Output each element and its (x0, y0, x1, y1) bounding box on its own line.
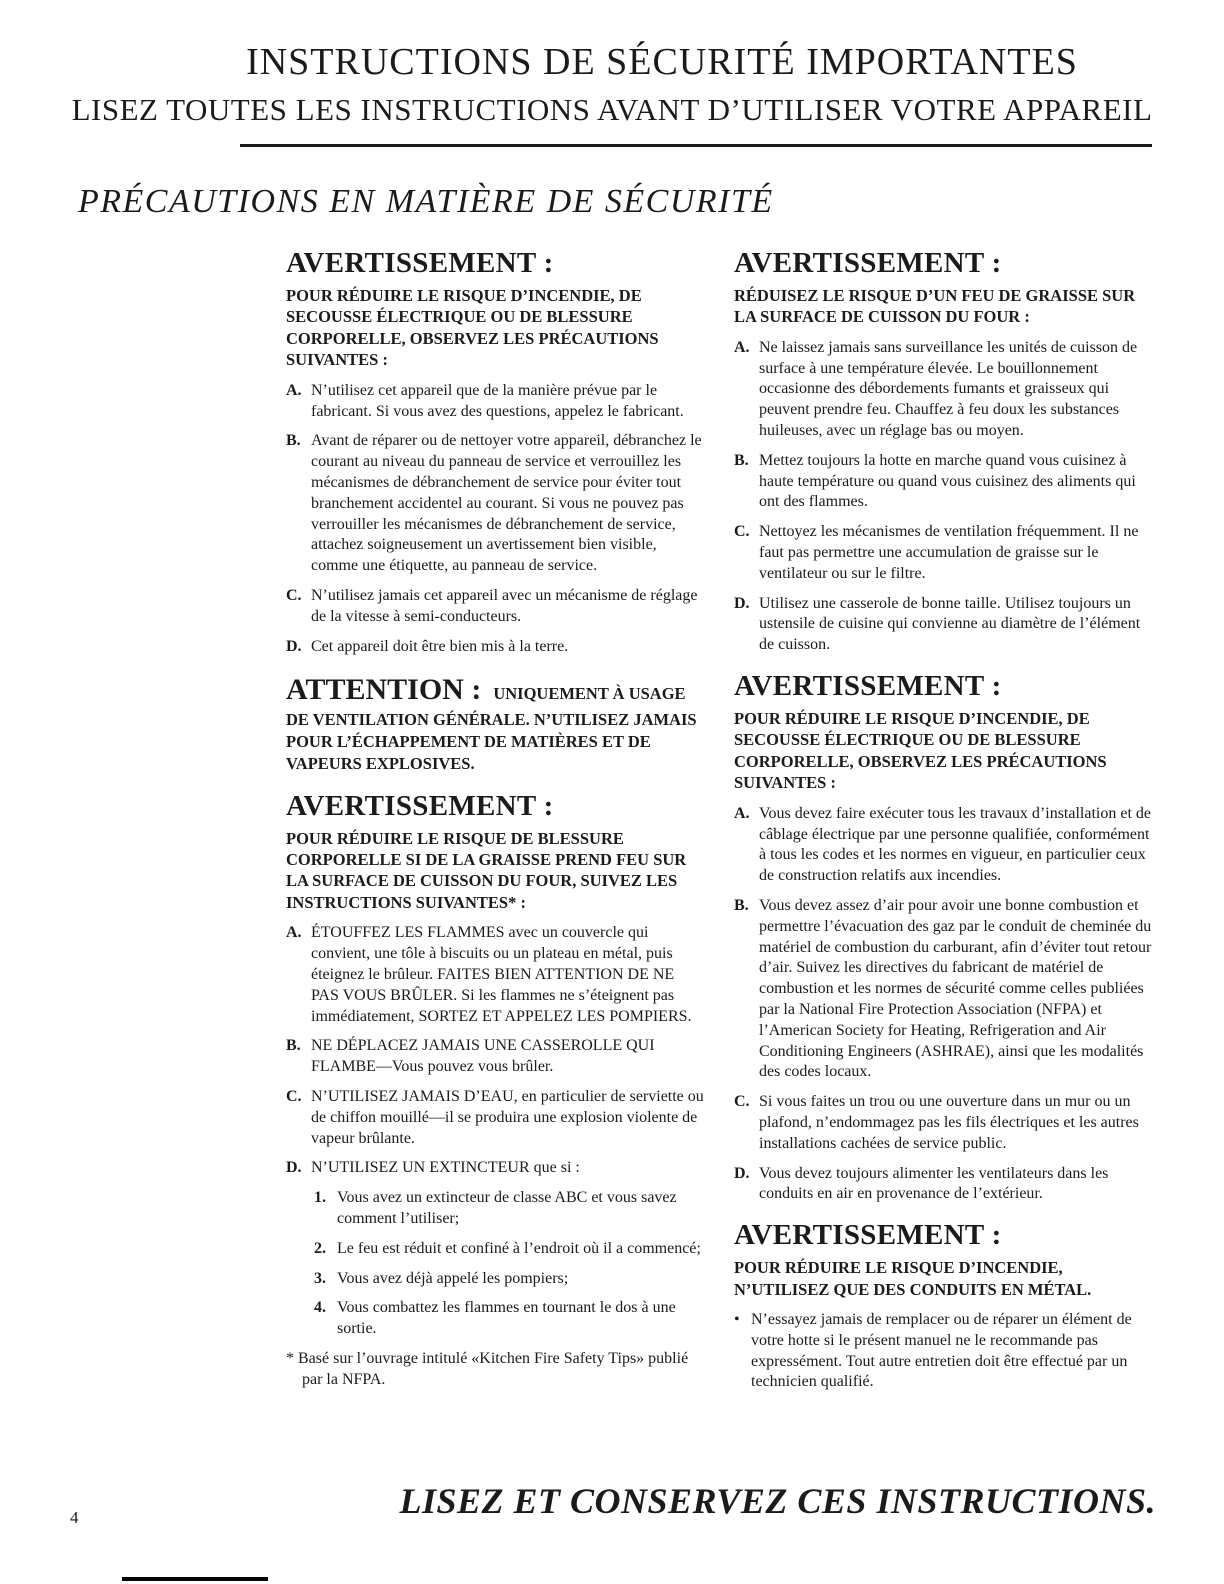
warning-heading: AVERTISSEMENT : (734, 670, 1002, 703)
warning-block-metal-ducts (734, 1219, 1154, 1393)
content-columns (286, 247, 1154, 1393)
sublist-item (314, 1188, 706, 1230)
list-item (286, 431, 706, 577)
item-text: Vous devez assez d’air pour avoir une bonne combustion et permettre l’évacuation des gaz par le conduit de cheminée du matériel de combustion du carburant, afin d’éviter tout retour d’air. Suivez les directives du fabricant de matériel de combustion et les normes de sécurité comme celles publiées par la National Fire Protection Association (NFPA) et l’American Society for Heating, Refrigeration and Air Conditioning Engineers (ASHRAE), ainsi que les modalités des codes locaux. (759, 896, 1152, 1081)
section-title: PRÉCAUTIONS EN MATIÈRE DE SÉCURITÉ (78, 183, 774, 220)
item-label: D. (734, 594, 750, 612)
bullet-item (734, 1310, 1154, 1393)
warning-intro: POUR RÉDUIRE LE RISQUE D’INCENDIE, DE SECOUSSE ÉLECTRIQUE OU DE BLESSURE CORPORELLE, OBSERVEZ LES PRÉCAUTIONS SUIVANTES : (734, 709, 1107, 793)
item-text: N’UTILISEZ JAMAIS D’EAU, en particulier de serviette ou de chiffon mouillé—il se produira une explosion violente de vapeur brûlante. (311, 1087, 704, 1147)
list-item (734, 1164, 1154, 1206)
warning-heading: AVERTISSEMENT : (286, 247, 554, 279)
item-label: C. (286, 586, 302, 604)
item-label: D. (286, 637, 302, 655)
document-title: INSTRUCTIONS DE SÉCURITÉ IMPORTANTES (246, 41, 1078, 83)
item-text: Vous combattez les flammes en tournant le dos à une sortie. (337, 1299, 676, 1338)
item-text: Avant de réparer ou de nettoyer votre appareil, débranchez le courant au niveau du panneau de service et verrouillez les mécanismes de débranchement de service pour éviter tout branchement accidentel au courant. Si vous ne pouvez pas verrouiller les mécanismes de débranchement de service, attachez soigneusement un avertissement bien visible, comme une étiquette, au panneau de service. (311, 432, 702, 575)
item-label: D. (734, 1164, 750, 1182)
item-text: ÉTOUFFEZ LES FLAMMES avec un couvercle qui convient, une tôle à biscuits ou un plateau en métal, puis éteignez le brûleur. FAITES BIEN ATTENTION DE NE PAS VOUS BRÛLER. Si les flammes ne s’éteignent pas immédiatement, SORTEZ ET APPELEZ LES POMPIERS. (311, 924, 692, 1025)
item-label: 3. (314, 1269, 326, 1287)
document-subtitle: LISEZ TOUTES LES INSTRUCTIONS AVANT D’UTILISER VOTRE APPAREIL (71, 92, 1153, 127)
warning-heading: AVERTISSEMENT : (286, 789, 554, 822)
warning-heading: AVERTISSEMENT : (734, 1219, 1002, 1252)
list-item (286, 1158, 706, 1179)
attention-paragraph (286, 671, 706, 775)
item-label: A. (286, 381, 302, 399)
warning-intro: POUR RÉDUIRE LE RISQUE D’INCENDIE, N’UTILISEZ QUE DES CONDUITS EN MÉTAL. (734, 1258, 1092, 1299)
footer-instruction: LISEZ ET CONSERVEZ CES INSTRUCTIONS. (399, 1481, 1156, 1521)
list-item (734, 896, 1154, 1083)
attention-heading: ATTENTION : (286, 673, 482, 707)
attention-block (286, 671, 706, 775)
warning-intro: POUR RÉDUIRE LE RISQUE D’INCENDIE, DE SECOUSSE ÉLECTRIQUE OU DE BLESSURE CORPORELLE, OBSERVEZ LES PRÉCAUTIONS SUIVANTES : (286, 286, 659, 370)
item-text: Si vous faites un trou ou une ouverture dans un mur ou un plafond, n’endommagez pas les fils électriques et les autres installations cachées de service public. (759, 1093, 1139, 1152)
list-item (286, 923, 706, 1027)
bullet-icon: • (734, 1311, 740, 1328)
sublist-item (314, 1298, 706, 1340)
warning-heading: AVERTISSEMENT : (734, 247, 1002, 279)
warning-intro: RÉDUISEZ LE RISQUE D’UN FEU DE GRAISSE SUR LA SURFACE DE CUISSON DU FOUR : (734, 286, 1136, 327)
list-item (286, 1087, 706, 1149)
warning-intro: POUR RÉDUIRE LE RISQUE DE BLESSURE CORPORELLE SI DE LA GRAISSE PREND FEU SUR LA SURFACE DE CUISSON DU FOUR, SUIVEZ LES INSTRUCTIONS SUIVANTES* : (286, 828, 687, 912)
item-label: C. (286, 1087, 302, 1105)
list-item (734, 522, 1154, 584)
warning-block-fire-shock (286, 247, 706, 657)
item-text: Le feu est réduit et confiné à l’endroit où il a commencé; (337, 1239, 701, 1257)
item-label: A. (286, 924, 302, 942)
item-text: N’UTILISEZ UN EXTINCTEUR que si : (311, 1159, 580, 1177)
item-text: Ne laissez jamais sans surveillance les unités de cuisson de surface à une température élevée. Le bouillonnement occasionne des débordements fumants et graisseux qui peuvent prendre feu. Chauffez à feu doux les substances huileuses, avec un réglage bas ou moyen. (759, 338, 1138, 440)
item-text: Vous avez déjà appelé les pompiers; (337, 1269, 569, 1287)
page-header (0, 0, 1224, 147)
item-text: Nettoyez les mécanismes de ventilation fréquemment. Il ne faut pas permettre une accumulation de graisse sur le ventilateur ou sur le filtre. (759, 523, 1139, 582)
item-text: N’essayez jamais de remplacer ou de réparer un élément de votre hotte si le présent manuel ne le recommande pas expressément. Tout autre entretien doit être effectué par un technicien qualifié. (751, 1311, 1132, 1391)
warning-block-grease-burn (286, 790, 706, 1391)
item-text: Utilisez une casserole de bonne taille. Utilisez toujours un ustensile de cuisine qui convienne au diamètre de l’élément de cuisson. (759, 594, 1141, 654)
item-label: A. (734, 338, 750, 356)
list-item (734, 594, 1154, 656)
sublist-item (314, 1269, 706, 1290)
nfpa-footnote: * Basé sur l’ouvrage intitulé «Kitchen Fire Safety Tips» publié par la NFPA. (286, 1349, 689, 1388)
item-label: B. (286, 1037, 301, 1055)
item-text: NE DÉPLACEZ JAMAIS UNE CASSEROLLE QUI FLAMBE—Vous pouvez vous brûler. (311, 1037, 655, 1076)
list-item (286, 586, 706, 628)
item-label: C. (734, 523, 750, 541)
header-divider (240, 144, 1152, 147)
item-text: N’utilisez jamais cet appareil avec un mécanisme de réglage de la vitesse à semi-conducteurs. (311, 586, 698, 625)
right-column (734, 247, 1154, 1393)
item-text: Vous devez faire exécuter tous les travaux d’installation et de câblage électrique par une personne qualifiée, conformément à tous les codes et les normes en vigueur, en particulier ceux de construction relatifs aux incendies. (759, 804, 1152, 885)
item-label: 1. (314, 1189, 326, 1207)
list-item (286, 1036, 706, 1078)
item-label: D. (286, 1159, 302, 1177)
item-label: 4. (314, 1299, 326, 1317)
list-item (734, 451, 1154, 513)
warning-block-grease-fire (734, 247, 1154, 656)
item-text: Mettez toujours la hotte en marche quand vous cuisinez à haute température ou quand vous cuisinez des aliments qui ont des flammes. (759, 451, 1136, 511)
list-item (286, 381, 706, 423)
item-text: Cet appareil doit être bien mis à la terre. (311, 637, 569, 655)
item-label: 2. (314, 1239, 326, 1257)
page-number: 4 (70, 1508, 79, 1527)
numbered-sublist (314, 1188, 706, 1340)
item-label: C. (734, 1093, 750, 1111)
print-registration-mark (122, 1577, 268, 1581)
item-label: B. (734, 896, 749, 914)
item-label: B. (286, 432, 301, 450)
list-item (734, 1092, 1154, 1154)
warning-block-installation (734, 670, 1154, 1205)
list-item (734, 804, 1154, 887)
left-column (286, 247, 706, 1393)
item-label: A. (734, 804, 750, 822)
list-item (286, 637, 706, 658)
attention-text: UNIQUEMENT À USAGE DE VENTILATION GÉNÉRALE. N’UTILISEZ JAMAIS POUR L’ÉCHAPPEMENT DE MATIÈRES ET DE VAPEURS EXPLOSIVES. (286, 684, 697, 774)
sublist-item (314, 1239, 706, 1260)
item-text: Vous avez un extincteur de classe ABC et vous savez comment l’utiliser; (337, 1189, 677, 1227)
list-item (734, 338, 1154, 442)
item-text: Vous devez toujours alimenter les ventilateurs dans les conduits en air en provenance de l’extérieur. (759, 1164, 1109, 1203)
item-text: N’utilisez cet appareil que de la manière prévue par le fabricant. Si vous avez des questions, appelez le fabricant. (311, 381, 684, 420)
item-label: B. (734, 451, 749, 469)
